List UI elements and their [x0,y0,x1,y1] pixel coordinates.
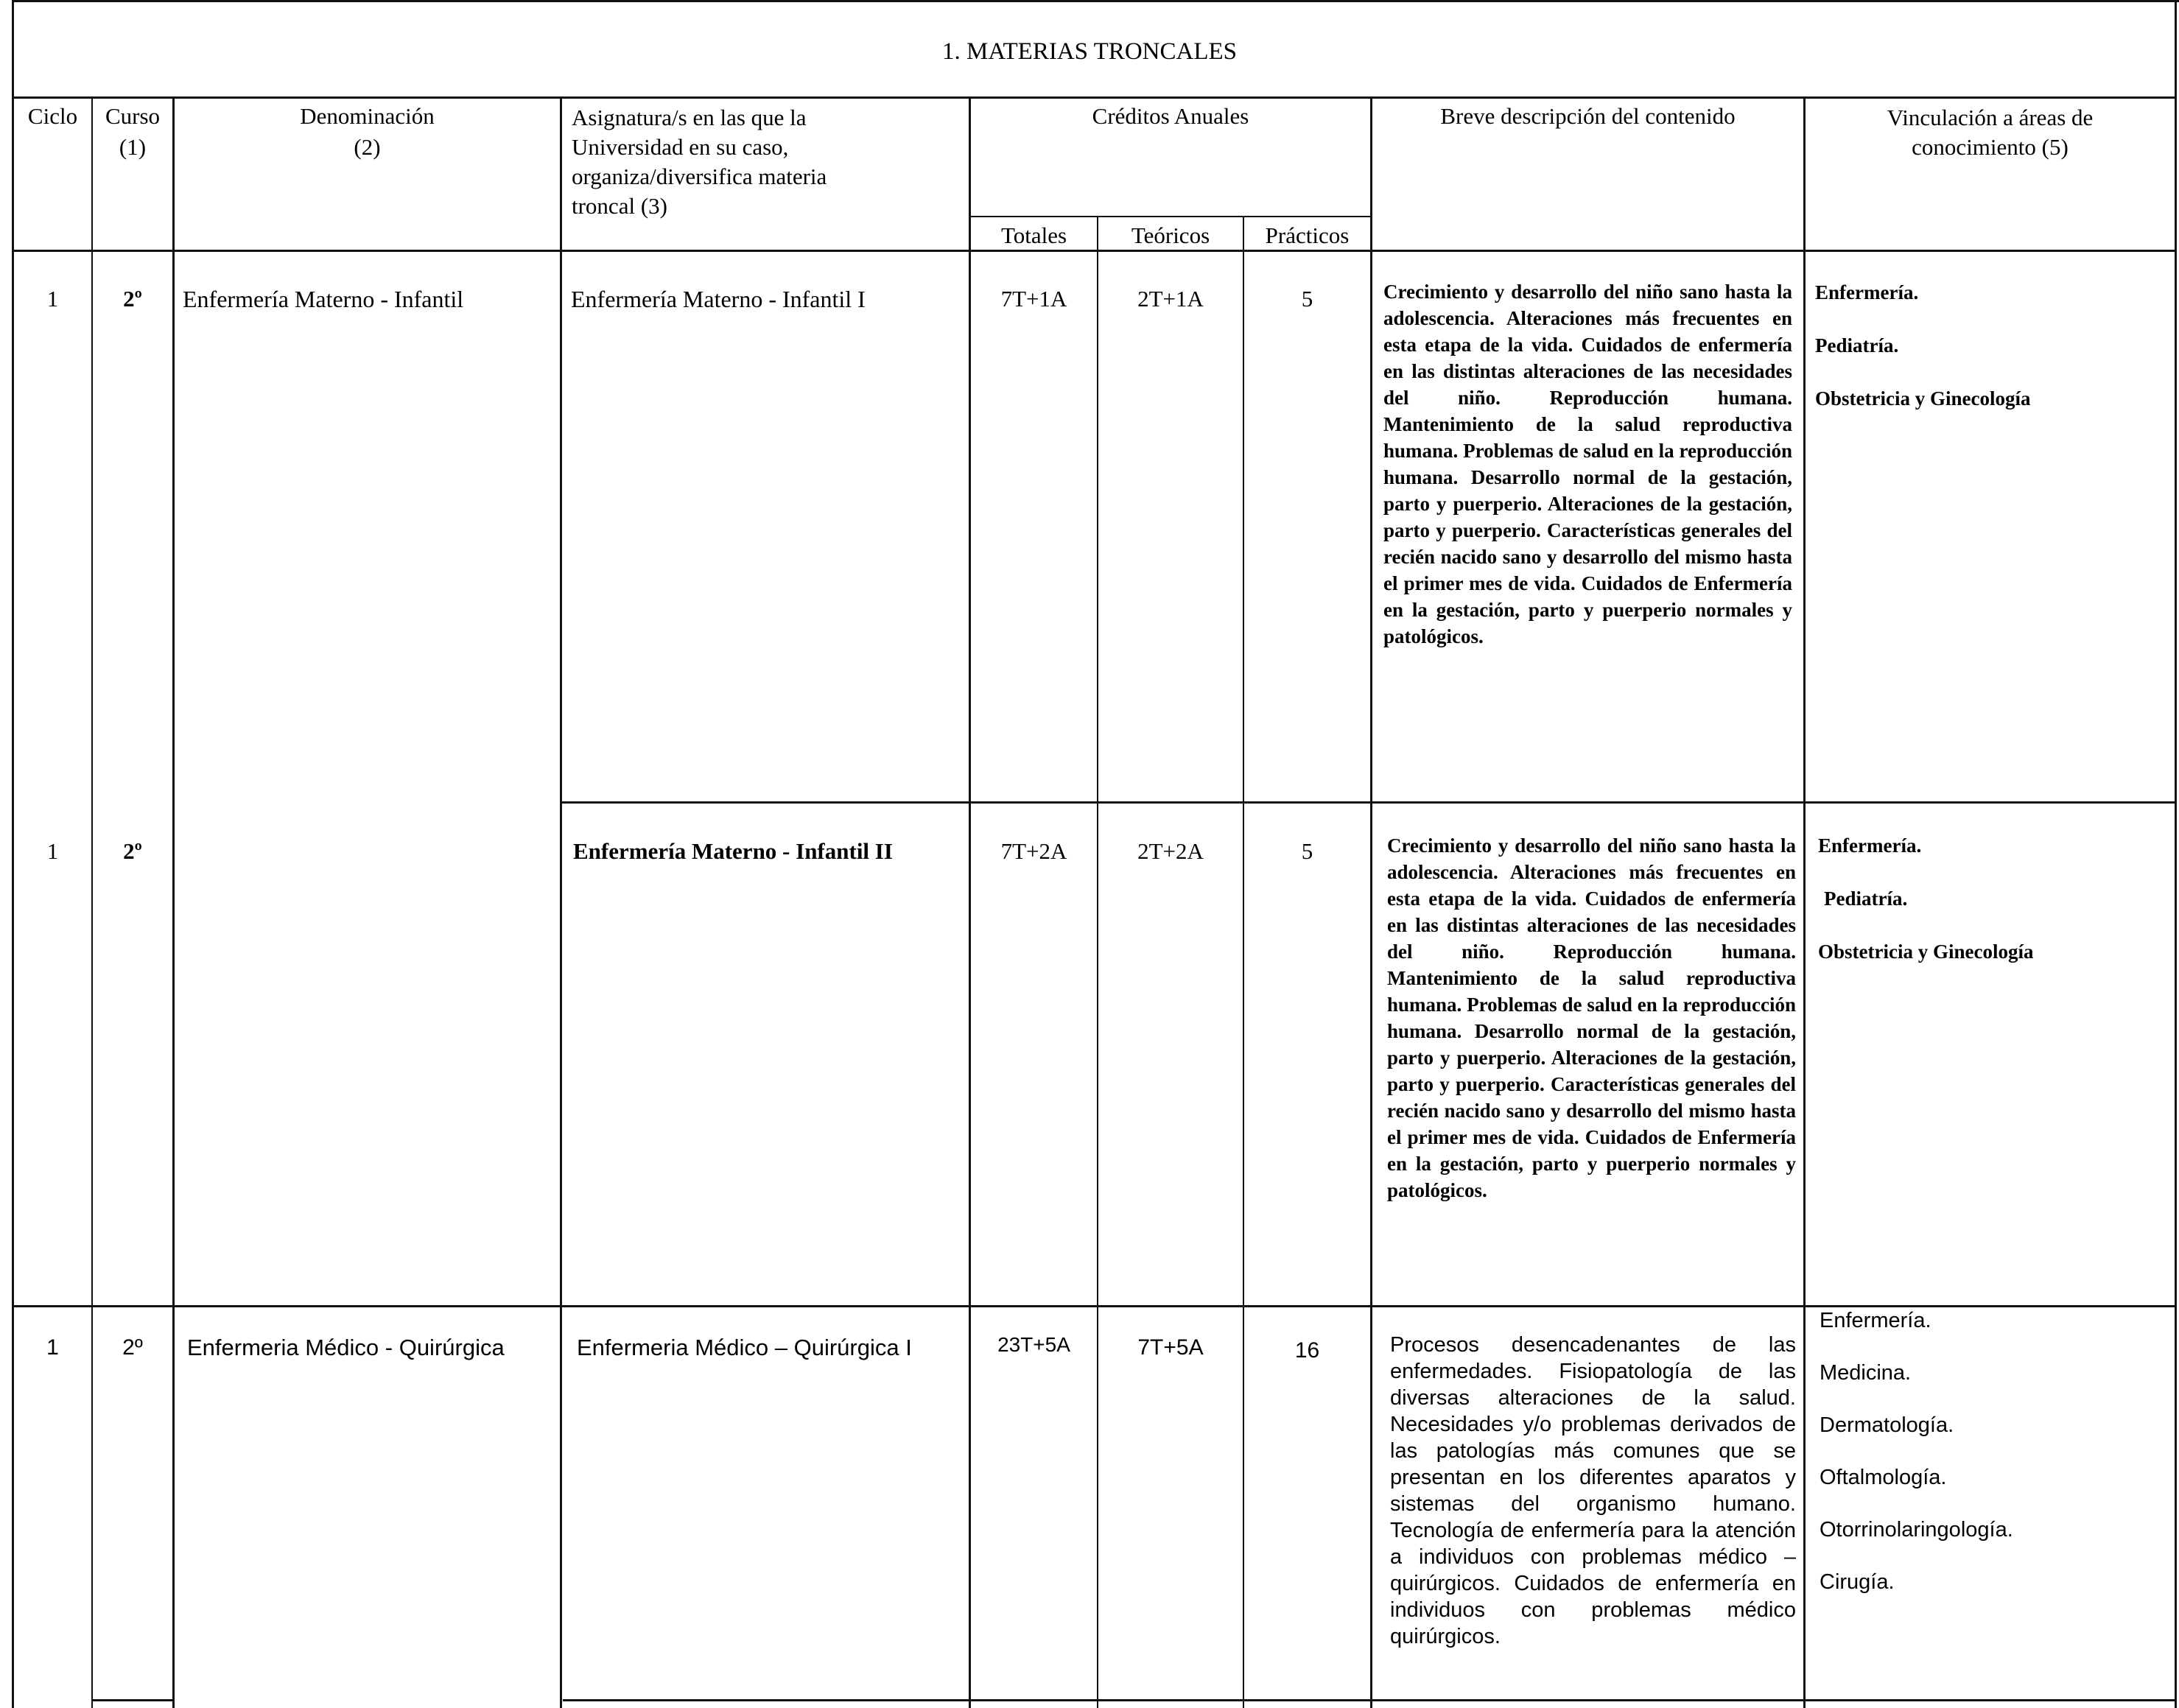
row3-area-3: Dermatología. [1820,1413,1954,1437]
row1-descripcion: Crecimiento y desarrollo del niño sano hasta la adolescencia. Alteraciones más frecuentes en esta etapa de la vida. Cuidados de enfermería en las distintas alteraciones de las necesidades del niño. Reproducción humana. Mantenimiento de la salud reproductiva humana. Problemas de salud en la reproducción humana. Desarrollo normal de la gestación, parto y puerperio. Alteraciones de la gestación, parto y puerperio. Características generales del recién nacido sano y desarrollo del mismo hasta el primer mes de vida. Cuidados de Enfermería en la gestación, parto y puerperio normales y patológicos. [1383,281,1792,647]
row1-curso: 2º [123,286,142,312]
row3-area-1: Enfermería. [1820,1309,1931,1332]
header-denominacion [175,103,560,161]
row3-totales: 23T+5A [997,1333,1070,1356]
header-asignatura-line1: Asignatura/s en las que la [572,105,807,130]
row2-descripcion: Crecimiento y desarrollo del niño sano hasta la adolescencia. Alteraciones más frecuentes en esta etapa de la vida. Cuidados de enfermería en las distintas alteraciones de las necesidades del niño. Reproducción humana. Mantenimiento de la salud reproductiva humana. Problemas de salud en la reproducción humana. Desarrollo normal de la gestación, parto y puerperio. Alteraciones de la gestación, parto y puerperio. Características generales del recién nacido sano y desarrollo del mismo hasta el primer mes de vida. Cuidados de Enfermería en la gestación, parto y puerperio normales y patológicos. [1387,834,1796,1201]
header-totales: Totales [1000,222,1067,248]
row3-area-2: Medicina. [1820,1361,1912,1385]
row1-ciclo: 1 [46,286,59,312]
header-asignatura-line3: organiza/diversifica materia [572,164,827,189]
row1-area-1: Enfermería. [1815,281,1919,303]
row3-ciclo: 1 [46,1335,59,1360]
row3-curso: 2º [122,1335,143,1360]
section-title: 1. MATERIAS TRONCALES [941,38,1237,65]
col-divider-descripcion [1803,96,1806,1708]
row3-descripcion: Procesos desencadenantes de las enfermedades. Fisiopatología de las diversas alteraciones de la salud. Necesidades y/o problemas derivados de las patologías más comunes que se presentan en los diferentes aparatos y sistemas del organismo humano. Tecnología de enfermería para la atención a individuos con problemas médico – quirúrgicos. Cuidados de enfermería en individuos con problemas médico quirúrgicos. [1390,1333,1796,1648]
col-divider-denominacion [560,96,562,1708]
row1-area-2: Pediatría. [1815,334,1899,356]
row2-curso: 2º [123,838,142,864]
row3-teoricos: 7T+5A [1137,1335,1204,1360]
header-vinculacion-line1: Vinculación a áreas de [1887,105,2094,130]
row2-teoricos: 2T+2A [1137,838,1204,864]
title-row-divider [12,96,2177,99]
row2-area-1: Enfermería. [1818,834,1922,857]
row2-ciclo: 1 [46,838,59,864]
header-descripcion: Breve descripción del contenido [1440,103,1736,129]
col-divider-teoricos [1243,216,1244,1708]
header-curso-line1: Curso [105,103,161,129]
row1-denominacion: Enfermería Materno - Infantil [183,286,464,312]
header-asignatura-line2: Universidad en su caso, [572,134,789,160]
row2-practicos: 5 [1301,838,1313,864]
table-border-right [2175,0,2177,1708]
row2-area-3: Obstetricia y Ginecología [1818,941,2034,963]
row3-area-4: Oftalmología. [1820,1466,1947,1489]
header-teoricos: Teóricos [1131,222,1210,248]
header-asignatura [572,103,962,221]
header-denominacion-line2: (2) [354,134,381,160]
row1-asignatura: Enfermería Materno - Infantil I [571,286,866,312]
row2-asignatura: Enfermería Materno - Infantil II [573,838,893,864]
col-divider-practicos [1370,96,1372,1708]
row1-teoricos: 2T+1A [1137,286,1204,312]
header-vinculacion [1806,103,2175,162]
row3-area-5: Otorrinolaringología. [1820,1518,2013,1542]
col-divider-curso [172,96,175,1708]
row1-practicos: 5 [1301,286,1313,312]
row1-totales: 7T+1A [1000,286,1067,312]
header-curso [93,103,172,161]
header-ciclo: Ciclo [27,103,78,129]
table-border-top [12,0,2179,2]
header-curso-line2: (1) [119,134,147,160]
header-vinculacion-line2: conocimiento (5) [1912,134,2069,160]
header-asignatura-line4: troncal (3) [572,193,667,219]
creditos-subheader-divider [970,216,1372,217]
header-creditos-anuales: Créditos Anuales [1092,103,1249,129]
row1-area-3: Obstetricia y Ginecología [1815,387,2031,410]
col-divider-asignatura [969,96,971,1708]
row3-area-6: Cirugía. [1820,1570,1895,1594]
row3-denominacion: Enfermeria Médico - Quirúrgica [187,1335,505,1360]
header-practicos: Prácticos [1265,222,1350,248]
row3-bottom-partial-left [92,1699,175,1701]
col-divider-totales [1097,216,1098,1708]
row1-bottom-divider [560,801,2177,804]
row2-area-2: Pediatría. [1824,888,1908,910]
col-divider-ciclo [91,96,93,1708]
header-denominacion-line1: Denominación [300,103,435,129]
row3-asignatura: Enfermeria Médico – Quirúrgica I [577,1335,912,1360]
header-bottom-divider [12,250,2177,252]
row2-totales: 7T+2A [1000,838,1067,864]
row3-practicos: 16 [1294,1338,1320,1363]
